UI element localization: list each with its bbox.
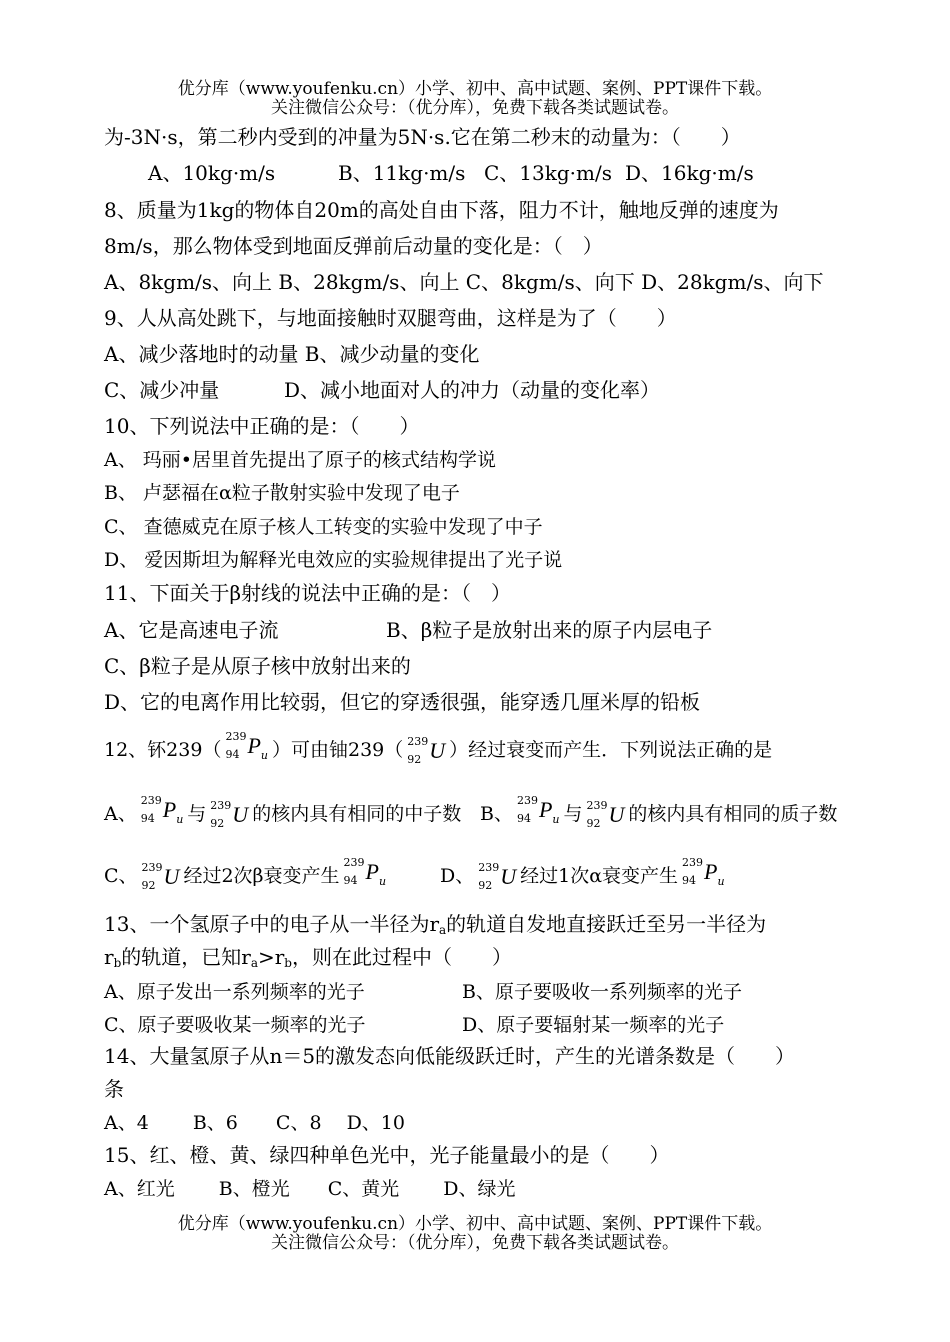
q11-stem: 11、下面关于β射线的说法中正确的是：（ ）: [104, 581, 512, 605]
q12-stem-part1: 12、钚239（: [104, 739, 222, 761]
q11-option-d: D、它的电离作用比较弱，但它的穿透很强，能穿透几厘米厚的铅板: [104, 690, 701, 714]
q14-stem-line1: 14、大量氢原子从n＝5的激发态向低能级跃迁时，产生的光谱条数是（ ）: [104, 1044, 796, 1068]
q10-stem: 10、下列说法中正确的是：（ ）: [104, 414, 420, 438]
uranium-239-symbol: 239 92 U: [210, 798, 249, 830]
q10-option-b: B、 卢瑟福在α粒子散射实验中发现了电子: [104, 482, 460, 504]
q13-option-a: A、原子发出一系列频率的光子: [104, 981, 365, 1003]
uranium-239-symbol: 239 92 U: [586, 798, 625, 830]
q8-stem-line2: 8m/s，那么物体受到地面反弹前后动量的变化是：（ ）: [104, 234, 603, 258]
q7-option-c: C、13kg·m/s: [484, 161, 612, 185]
q12-option-d: D、 239 92 U 经过1次α衰变产生 239 94 $P_u$: [440, 859, 729, 895]
page-footer-line2: 关注微信公众号：（优分库），免费下载各类试题试卷。: [271, 1233, 679, 1253]
q15-stem: 15、红、橙、黄、绿四种单色光中，光子能量最小的是（ ）: [104, 1143, 670, 1167]
q12-stem-part2: ）可由铀239（: [272, 739, 404, 761]
plutonium-239-symbol: 239 94 $P_u$: [140, 794, 184, 826]
q10-option-d: D、 爱因斯坦为解释光电效应的实验规律提出了光子说: [104, 549, 563, 571]
q11-option-b: B、β粒子是放射出来的原子内层电子: [386, 618, 713, 642]
q13-stem-line2: $r_b$的轨道，已知$r_a>r_b$，则在此过程中（ ）: [104, 945, 512, 970]
page-footer-line1: 优分库（www.youfenku.cn）小学、初中、高中试题、案例、PPT课件下载。: [177, 1214, 773, 1234]
q10-option-c: C、 查德威克在原子核人工转变的实验中发现了中子: [104, 516, 543, 538]
q12-option-c: C、 239 92 U 经过2次β衰变产生 239 94 $P_u$: [104, 859, 390, 895]
q7-continuation: 为-3N·s，第二秒内受到的冲量为5N·s.它在第二秒末的动量为：（ ）: [104, 125, 741, 149]
q14-options: A、4 B、6 C、8 D、10: [104, 1112, 405, 1134]
q13-option-b: B、原子要吸收一系列频率的光子: [462, 981, 742, 1003]
q9-stem: 9、人从高处跳下，与地面接触时双腿弯曲，这样是为了（ ）: [104, 306, 677, 330]
q13-option-c: C、原子要吸收某一频率的光子: [104, 1014, 366, 1036]
uranium-239-symbol: 239 92 U: [141, 860, 180, 892]
q10-option-a: A、 玛丽•居里首先提出了原子的核式结构学说: [104, 449, 496, 471]
page-header-line1: 优分库（www.youfenku.cn）小学、初中、高中试题、案例、PPT课件下载。: [177, 79, 773, 99]
q12-stem: [104, 730, 773, 769]
plutonium-239-symbol: 239 94 $P_u$: [343, 856, 387, 888]
plutonium-239-symbol: 239 94 $P_u$: [225, 730, 268, 762]
q13-option-d: D、原子要辐射某一频率的光子: [462, 1014, 725, 1036]
page-header-line2: 关注微信公众号：（优分库），免费下载各类试题试卷。: [271, 98, 679, 118]
q12-stem-part3: ）经过衰变而产生．下列说法正确的是: [449, 739, 773, 761]
q9-option-d: D、减小地面对人的冲力（动量的变化率）: [284, 378, 661, 402]
q8-options: A、8kgm/s、向上 B、28kgm/s、向上 C、8kgm/s、向下 D、28kgm/s、向下: [104, 270, 824, 294]
q11-option-c: C、β粒子是从原子核中放射出来的: [104, 654, 411, 678]
q8-stem-line1: 8、质量为1kg的物体自20m的高处自由下落，阻力不计，触地反弹的速度为: [104, 198, 779, 222]
q13-stem-line1: 13、一个氢原子中的电子从一半径为$r_a$的轨道自发地直接跃迁至另一半径为: [104, 912, 767, 937]
uranium-239-symbol: 239 92 U: [478, 860, 517, 892]
q11-option-a: A、它是高速电子流: [104, 618, 279, 642]
q12-option-a: A、 239 94 $P_u$ 与 239 92 U 的核内具有相同的中子数: [104, 797, 461, 833]
q12-option-b: B、 239 94 $P_u$ 与 239 92 U 的核内具有相同的质子数: [480, 797, 837, 833]
q7-option-b: B、11kg·m/s: [338, 161, 466, 185]
q9-options-ab: A、减少落地时的动量 B、减少动量的变化: [104, 342, 480, 366]
plutonium-239-symbol: 239 94 $P_u$: [682, 856, 725, 888]
q7-option-d: D、16kg·m/s: [625, 161, 754, 185]
q15-options: A、红光 B、橙光 C、黄光 D、绿光: [104, 1178, 516, 1200]
uranium-239-symbol: 239 92 U: [407, 734, 446, 766]
q9-option-c: C、减少冲量: [104, 378, 220, 402]
q14-stem-line2: 条: [104, 1077, 124, 1101]
plutonium-239-symbol: 239 94 $P_u$: [516, 794, 560, 826]
q7-option-a: A、10kg·m/s: [148, 161, 276, 185]
